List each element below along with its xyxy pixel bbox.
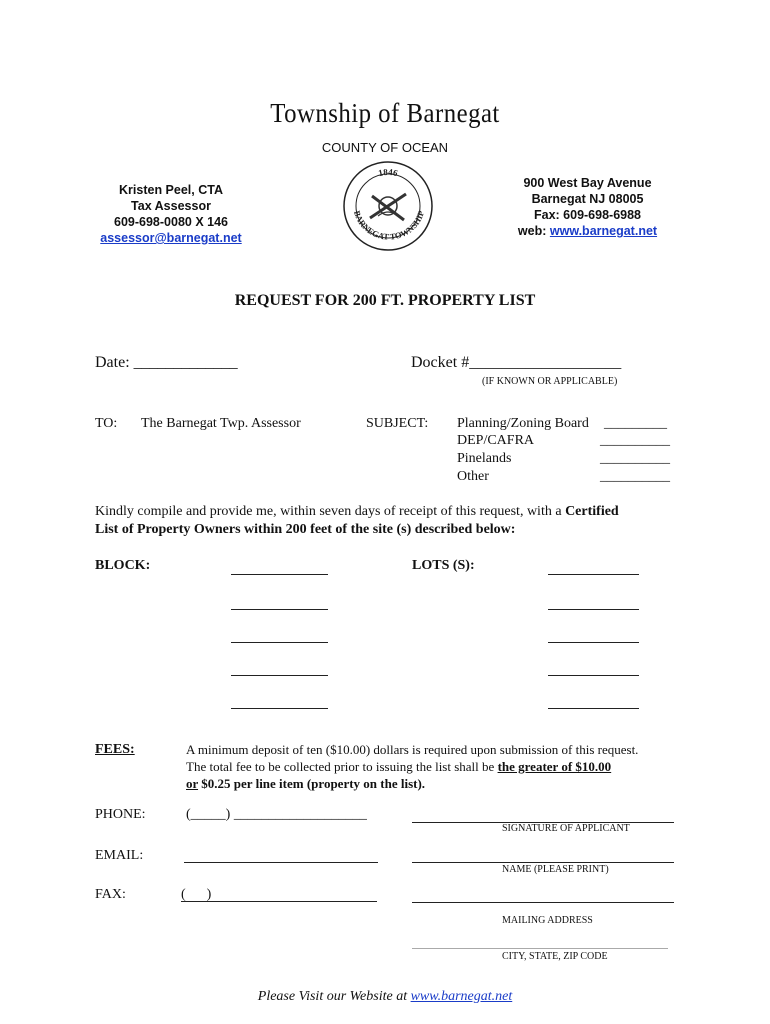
footer (0, 989, 770, 1005)
assessor-email-link[interactable]: assessor@barnegat.net (100, 231, 242, 245)
fax-field[interactable] (181, 901, 377, 902)
name-line[interactable] (412, 862, 674, 863)
lot-line[interactable] (548, 675, 639, 676)
assessor-contact (86, 182, 256, 246)
lot-line[interactable] (548, 609, 639, 610)
docket-note: (IF KNOWN OR APPLICABLE) (482, 376, 618, 387)
fees-rate: $0.25 per line item (property on the list). (201, 776, 426, 791)
seal-year: 1846 (377, 166, 399, 179)
to-value: The Barnegat Twp. Assessor (141, 416, 301, 431)
date-field[interactable]: Date: _____________ (95, 354, 238, 371)
office-web-link[interactable]: www.barnegat.net (549, 224, 658, 238)
docket-field[interactable]: Docket #___________________ (411, 354, 622, 371)
lot-line[interactable] (548, 708, 639, 709)
office-city: Barnegat NJ 08005 (531, 192, 644, 206)
svg-text:1846 (377, 167, 399, 178)
lots-label: LOTS (S): (412, 558, 475, 573)
fax-label: FAX: (95, 887, 126, 902)
name-caption: NAME (PLEASE PRINT) (502, 864, 609, 875)
phone-field[interactable]: (_____) ___________________ (186, 807, 367, 822)
lot-line[interactable] (548, 642, 639, 643)
fees-line-2 (186, 759, 611, 775)
fees-text: The total fee to be collected prior to issuing the list shall be (186, 759, 495, 774)
subject-planning-blank[interactable]: _________ (604, 416, 667, 431)
office-fax: Fax: 609-698-6988 (533, 208, 642, 222)
form-heading: REQUEST FOR 200 FT. PROPERTY LIST (234, 292, 536, 309)
intro-line-2: List of Property Owners within 200 feet of the site (s) described below: (95, 522, 516, 537)
county-label: COUNTY OF OCEAN (321, 140, 449, 155)
seal-text: BARNEGAT TOWNSHIP (351, 209, 427, 242)
fees-greater: the greater of $10.00 (497, 759, 612, 774)
block-label: BLOCK: (95, 558, 151, 573)
intro-text: Kindly compile and provide me, within seven days of receipt of this request, with a (95, 504, 562, 519)
email-field[interactable] (184, 862, 378, 863)
subject-pinelands-label: Pinelands (457, 451, 512, 466)
fees-label: FEES: (95, 742, 135, 757)
email-label: EMAIL: (95, 848, 144, 863)
assessor-phone: 609-698-0080 X 146 (114, 215, 228, 229)
office-contact (500, 175, 675, 239)
subject-label: SUBJECT: (366, 416, 429, 431)
assessor-role: Tax Assessor (131, 199, 211, 213)
fees-line-1: A minimum deposit of ten ($10.00) dollars is required upon submission of this request. (186, 742, 639, 757)
fees-line-3 (186, 776, 425, 792)
to-label: TO: (95, 416, 118, 431)
address-line[interactable] (412, 902, 674, 903)
signature-caption: SIGNATURE OF APPLICANT (502, 823, 630, 834)
office-web-label: web: (517, 224, 547, 238)
subject-other-label: Other (457, 469, 489, 484)
svg-text:BARNEGAT TOWNSHIP (352, 209, 426, 241)
lot-line[interactable] (548, 574, 639, 575)
city-caption: CITY, STATE, ZIP CODE (502, 951, 608, 962)
block-line[interactable] (231, 609, 328, 610)
township-seal (342, 160, 434, 252)
block-line[interactable] (231, 708, 328, 709)
address-caption: MAILING ADDRESS (502, 915, 593, 926)
block-line[interactable] (231, 642, 328, 643)
intro-line-1 (95, 504, 695, 520)
city-line[interactable] (412, 948, 668, 949)
fees-or: or (186, 776, 199, 791)
subject-dep-blank[interactable]: __________ (600, 433, 670, 448)
assessor-name: Kristen Peel, CTA (119, 183, 223, 197)
subject-planning-label: Planning/Zoning Board (457, 416, 589, 431)
block-line[interactable] (231, 574, 328, 575)
office-street: 900 West Bay Avenue (523, 176, 652, 190)
phone-label: PHONE: (95, 807, 146, 822)
footer-text: Please Visit our Website at (257, 989, 408, 1004)
block-line[interactable] (231, 675, 328, 676)
subject-other-blank[interactable]: __________ (600, 469, 670, 484)
subject-dep-label: DEP/CAFRA (457, 433, 535, 448)
fax-area-code[interactable]: ( ) (181, 887, 212, 902)
subject-pinelands-blank[interactable]: __________ (600, 451, 670, 466)
footer-website-link[interactable]: www.barnegat.net (410, 989, 513, 1004)
township-title: Township of Barnegat (270, 98, 500, 128)
intro-certified: Certified (565, 504, 619, 519)
